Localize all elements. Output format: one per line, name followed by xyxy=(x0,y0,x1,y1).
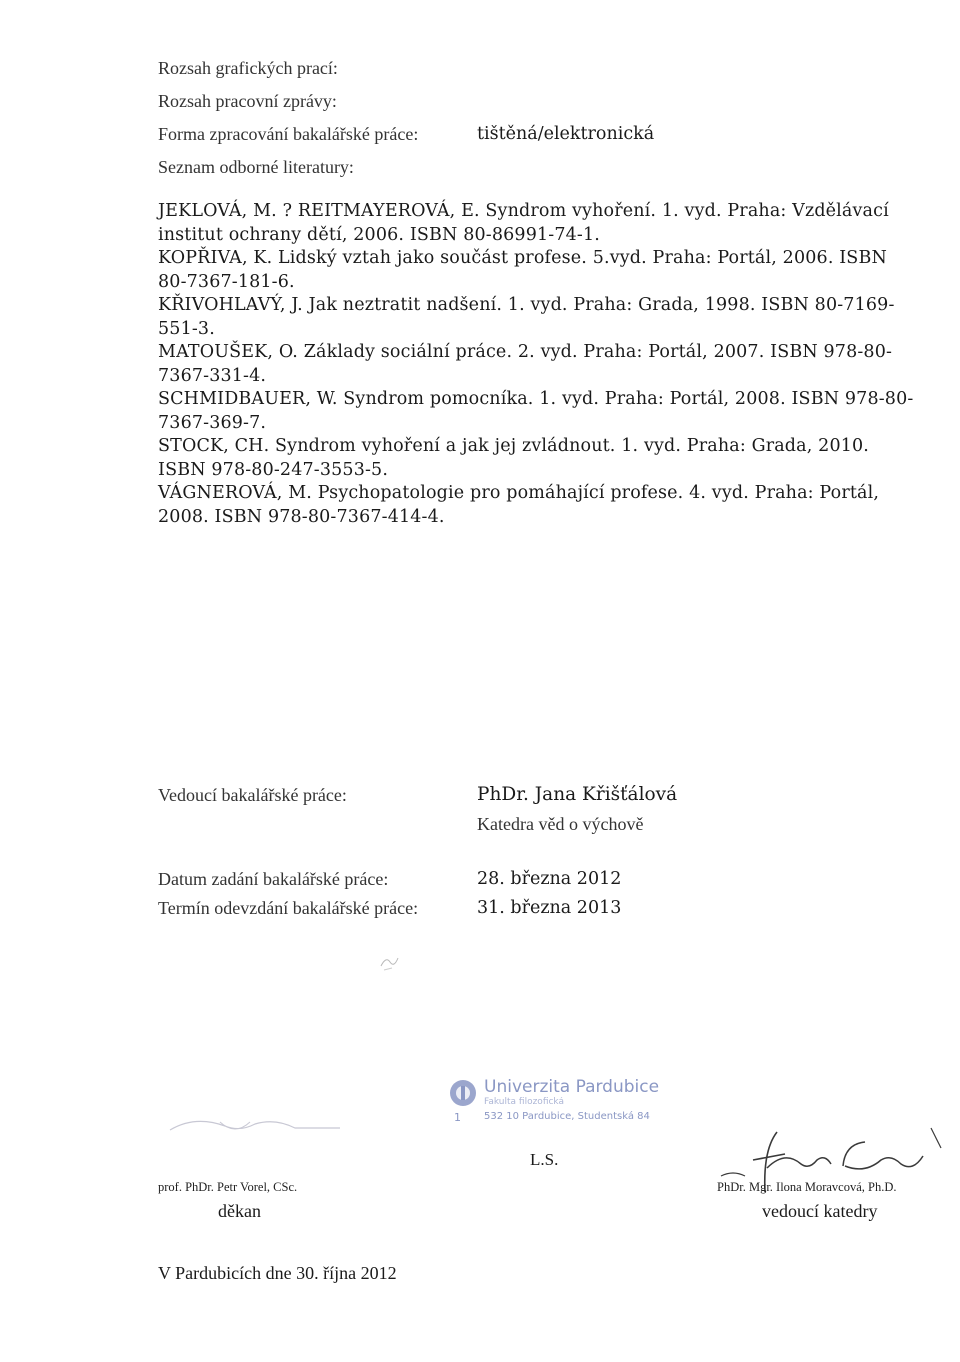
reference-item: KOPŘIVA, K. Lidský vztah jako součást profese. 5.vyd. Praha: Portál, 2006. ISBN 80-7367-181-6. xyxy=(158,248,887,292)
ls-mark: L.S. xyxy=(530,1150,559,1169)
literature-label: Seznam odborné literatury: xyxy=(158,157,354,177)
reference-item: SCHMIDBAUER, W. Syndrom pomocníka. 1. vyd. Praha: Portál, 2008. ISBN 978-80-7367-369-7. xyxy=(158,389,914,433)
assigned-date-label: Datum zadání bakalářské práce: xyxy=(158,869,389,889)
dean-signature-icon xyxy=(165,1110,345,1140)
reference-item: VÁGNEROVÁ, M. Psychopatologie pro pomáhající profese. 4. vyd. Praha: Portál, 2008. ISBN 978-80-7367-414-4. xyxy=(158,483,880,527)
reference-item: MATOUŠEK, O. Základy sociální práce. 2. vyd. Praha: Portál, 2007. ISBN 978-80-7367-331-4. xyxy=(158,342,893,386)
supervisor-label: Vedoucí bakalářské práce: xyxy=(158,785,347,805)
form-label: Forma zpracování bakalářské práce: xyxy=(158,124,419,144)
place-date: V Pardubicích dne 30. října 2012 xyxy=(158,1263,397,1283)
assigned-date-value: 28. března 2012 xyxy=(477,869,622,889)
form-value: tištěná/elektronická xyxy=(477,124,655,144)
university-stamp xyxy=(440,1075,680,1135)
dean-title: děkan xyxy=(218,1201,261,1221)
faint-mark-icon xyxy=(378,952,400,974)
reference-item: STOCK, CH. Syndrom vyhoření a jak jej zvládnout. 1. vyd. Praha: Grada, 2010. ISBN 978-80-247-3553-5. xyxy=(158,436,870,480)
report-scope-label: Rozsah pracovní zprávy: xyxy=(158,91,337,111)
stamp-faculty: Fakulta filozofická xyxy=(484,1097,565,1107)
head-signature-icon xyxy=(705,1120,945,1210)
supervisor-name: PhDr. Jana Křišťálová xyxy=(477,784,678,805)
stamp-university-name: Univerzita Pardubice xyxy=(484,1077,660,1097)
supervisor-department: Katedra věd o výchově xyxy=(477,814,644,834)
reference-item: KŘIVOHLAVÝ, J. Jak neztratit nadšení. 1. vyd. Praha: Grada, 1998. ISBN 80-7169-551-3. xyxy=(158,295,895,339)
graphic-works-label: Rozsah grafických prací: xyxy=(158,58,338,78)
dean-name: prof. PhDr. Petr Vorel, CSc. xyxy=(158,1180,298,1194)
deadline-date-value: 31. března 2013 xyxy=(477,898,622,918)
head-title: vedoucí katedry xyxy=(762,1201,878,1221)
university-logo-icon xyxy=(448,1077,478,1109)
reference-list xyxy=(158,200,918,529)
head-name: PhDr. Mgr. Ilona Moravcová, Ph.D. xyxy=(717,1180,897,1194)
stamp-mark: 1 xyxy=(454,1111,461,1124)
deadline-date-label: Termín odevzdání bakalářské práce: xyxy=(158,898,419,918)
stamp-address: 532 10 Pardubice, Studentská 84 xyxy=(484,1111,650,1122)
reference-item: JEKLOVÁ, M. ? REITMAYEROVÁ, E. Syndrom vyhoření. 1. vyd. Praha: Vzdělávací institut ochrany dětí, 2006. ISBN 80-86991-74-1. xyxy=(158,201,889,245)
